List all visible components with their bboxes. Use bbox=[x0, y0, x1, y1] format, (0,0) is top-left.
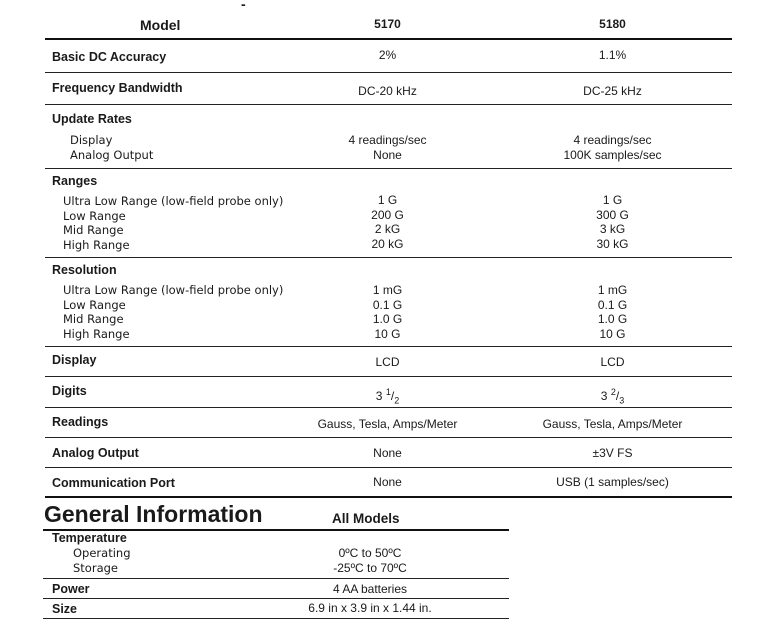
digits-5170-numerator: 1 bbox=[385, 387, 391, 397]
digits-5180: 3 $^2/_3$ bbox=[600, 387, 625, 406]
size-label: Size bbox=[52, 602, 78, 616]
ranges-mid-5180: 3 kG bbox=[599, 222, 626, 236]
resolution-ultra-low-label: Ultra Low Range (low-field probe only) bbox=[63, 283, 284, 297]
resolution-mid-label: Mid Range bbox=[63, 312, 124, 326]
ranges-mid-5170: 2 kG bbox=[374, 222, 401, 236]
ranges-low-5180: 300 G bbox=[596, 207, 629, 222]
resolution-low-5170: 0.1 G bbox=[372, 297, 403, 312]
basic-dc-accuracy-5170: 2% bbox=[378, 48, 397, 62]
update-rates-5170 bbox=[300, 133, 475, 162]
display-5170: LCD bbox=[375, 355, 400, 369]
ranges-ultra-low-5180: 1 G bbox=[602, 193, 623, 207]
analog-output-5170: None bbox=[373, 446, 402, 460]
update-rates-sublabels bbox=[70, 133, 153, 162]
ranges-high-label: High Range bbox=[63, 237, 130, 252]
update-rates-display-5180: 4 readings/sec bbox=[573, 133, 652, 147]
digits-5170-denominator: 2 bbox=[394, 395, 400, 406]
ranges-label: Ranges bbox=[52, 174, 98, 188]
row-rule bbox=[45, 437, 732, 438]
power-label: Power bbox=[52, 582, 90, 596]
display-5180: LCD bbox=[600, 355, 625, 369]
digits-label: Digits bbox=[52, 384, 87, 398]
model-header: Model bbox=[140, 17, 181, 33]
ranges-ultra-low-label: Ultra Low Range (low-field probe only) bbox=[63, 194, 284, 208]
update-rates-label: Update Rates bbox=[52, 112, 132, 126]
model-5170-header: 5170 bbox=[374, 17, 401, 31]
basic-dc-accuracy-label: Basic DC Accuracy bbox=[52, 50, 167, 64]
row-rule bbox=[43, 578, 509, 579]
temperature-sublabels bbox=[73, 546, 131, 575]
resolution-ultra-low-5180: 1 mG bbox=[597, 283, 628, 297]
row-rule bbox=[45, 376, 732, 377]
readings-5180: Gauss, Tesla, Amps/Meter bbox=[542, 417, 683, 431]
digits-5180-numerator: 2 bbox=[610, 387, 616, 397]
row-rule bbox=[45, 72, 732, 73]
ranges-high-5180: 30 kG bbox=[596, 236, 629, 251]
resolution-sublabels bbox=[63, 283, 283, 341]
header-rule bbox=[45, 38, 732, 40]
basic-dc-accuracy-5180: 1.1% bbox=[598, 48, 627, 62]
dash-mark: - bbox=[241, 0, 246, 12]
temperature-label: Temperature bbox=[52, 531, 127, 545]
row-rule bbox=[43, 598, 509, 599]
size-value: 6.9 in x 3.9 in x 1.44 in. bbox=[308, 601, 432, 615]
digits-5170-whole: 3 bbox=[375, 389, 383, 403]
row-rule bbox=[45, 407, 732, 408]
model-5180-header: 5180 bbox=[599, 17, 626, 31]
communication-port-label: Communication Port bbox=[52, 476, 175, 490]
ranges-ultra-low-5170: 1 G bbox=[377, 193, 398, 207]
digits-5180-whole: 3 bbox=[600, 389, 608, 403]
row-rule bbox=[45, 346, 732, 347]
ranges-mid-label: Mid Range bbox=[63, 223, 124, 237]
update-rates-analog-5180: 100K samples/sec bbox=[563, 147, 662, 162]
ranges-5170 bbox=[300, 193, 475, 251]
update-rates-analog-label: Analog Output bbox=[70, 147, 154, 162]
resolution-low-label: Low Range bbox=[63, 297, 126, 312]
temperature-storage-label: Storage bbox=[73, 560, 118, 575]
ranges-low-5170: 200 G bbox=[371, 207, 404, 222]
resolution-label: Resolution bbox=[52, 263, 117, 277]
ranges-5180 bbox=[515, 193, 710, 251]
temperature-storage-value: -25ºC to 70ºC bbox=[333, 560, 407, 575]
ranges-low-label: Low Range bbox=[63, 208, 126, 223]
update-rates-5180 bbox=[515, 133, 710, 162]
temperature-values bbox=[280, 546, 460, 575]
display-label: Display bbox=[52, 353, 97, 367]
resolution-5180 bbox=[515, 283, 710, 341]
resolution-high-label: High Range bbox=[63, 326, 130, 341]
frequency-bandwidth-5180: DC-25 kHz bbox=[583, 84, 642, 98]
update-rates-display-5170: 4 readings/sec bbox=[348, 133, 427, 147]
row-rule bbox=[45, 467, 732, 468]
digits-5180-denominator: 3 bbox=[619, 395, 625, 406]
update-rates-analog-5170: None bbox=[373, 147, 402, 162]
row-rule bbox=[43, 618, 509, 619]
update-rates-display-label: Display bbox=[70, 133, 113, 147]
frequency-bandwidth-label: Frequency Bandwidth bbox=[52, 81, 183, 95]
frequency-bandwidth-5170: DC-20 kHz bbox=[358, 84, 417, 98]
ranges-high-5170: 20 kG bbox=[371, 236, 404, 251]
power-value: 4 AA batteries bbox=[332, 582, 408, 596]
communication-port-5170: None bbox=[373, 475, 402, 489]
resolution-low-5180: 0.1 G bbox=[597, 297, 628, 312]
readings-label: Readings bbox=[52, 415, 109, 429]
temperature-operating-value: 0ºC to 50ºC bbox=[338, 546, 402, 560]
resolution-5170 bbox=[300, 283, 475, 341]
readings-5170: Gauss, Tesla, Amps/Meter bbox=[317, 417, 458, 431]
resolution-ultra-low-5170: 1 mG bbox=[372, 283, 403, 297]
general-information-title: General Information bbox=[44, 501, 263, 527]
row-rule bbox=[45, 168, 732, 169]
resolution-mid-5180: 1.0 G bbox=[597, 312, 628, 326]
analog-output-label: Analog Output bbox=[52, 446, 139, 460]
row-rule bbox=[45, 257, 732, 258]
row-rule bbox=[45, 104, 732, 105]
resolution-high-5170: 10 G bbox=[374, 326, 401, 341]
communication-port-5180: USB (1 samples/sec) bbox=[556, 475, 669, 489]
temperature-operating-label: Operating bbox=[73, 546, 131, 560]
all-models-header: All Models bbox=[332, 511, 400, 526]
resolution-high-5180: 10 G bbox=[599, 326, 626, 341]
section-rule bbox=[45, 496, 732, 498]
ranges-sublabels bbox=[63, 194, 283, 252]
analog-output-5180: ±3V FS bbox=[592, 446, 633, 460]
resolution-mid-5170: 1.0 G bbox=[372, 312, 403, 326]
digits-5170: 3 $^1/_2$ bbox=[375, 387, 400, 406]
